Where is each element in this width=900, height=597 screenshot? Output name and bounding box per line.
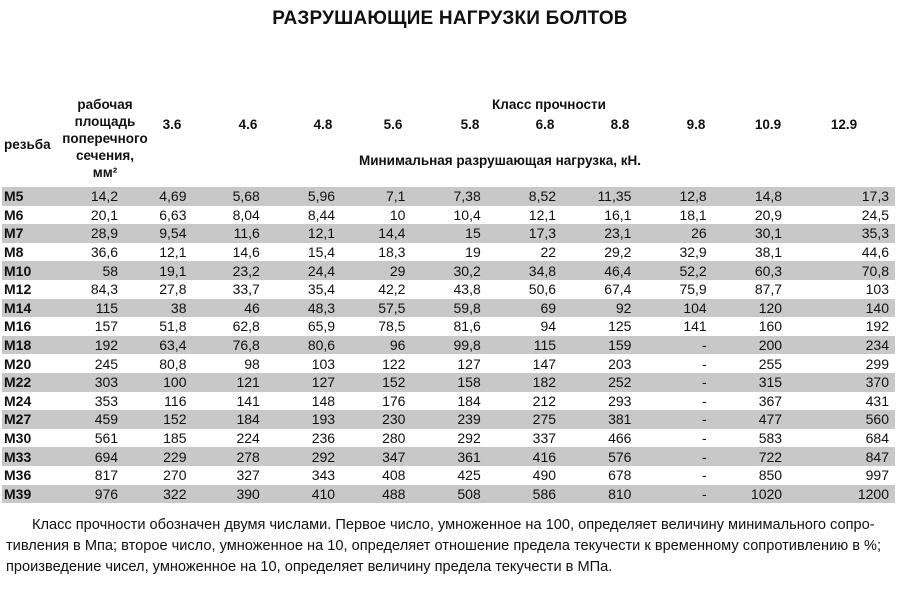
load-cell: 490 [532,467,557,484]
load-cell: 212 [532,392,557,409]
breaking-load-table [2,187,895,503]
load-cell: - [702,392,707,409]
load-cell: 192 [865,318,889,335]
load-cell: 26 [637,224,712,243]
load-cell: 42,2 [378,281,406,298]
load-cell: 508 [411,485,486,504]
load-cell: 361 [411,447,486,466]
page-title: РАЗРУШАЮЩИЕ НАГРУЗКИ БОЛТОВ [272,8,628,29]
load-cell: 23,2 [192,261,265,280]
load-cell: 50,6 [528,281,557,298]
load-cell: 293 [608,392,632,409]
load-cell: 327 [236,467,260,484]
load-cell: 12,1 [266,224,341,243]
load-cell: 847 [788,447,895,466]
load-cell: 466 [608,430,632,447]
load-cell: 38 [124,299,192,318]
load-cell: 103 [311,355,336,372]
load-cell: 200 [713,336,788,355]
load-cell: 18,3 [378,244,406,261]
load-cell: 152 [341,373,411,392]
load-cell: 7,1 [341,187,411,206]
load-cell: 115 [487,336,562,355]
load-cell: 182 [487,373,562,392]
load-cell: 98 [244,355,260,372]
table-row [2,243,895,262]
load-cell: - [637,336,712,355]
load-cell: 722 [713,447,788,466]
load-cell: 158 [411,373,486,392]
thread-size-cell: M22 [2,373,62,392]
load-cell: 127 [457,355,481,372]
thread-size-cell: M14 [2,299,62,318]
load-cell: 11,6 [192,224,265,243]
area-cell: 303 [62,373,125,392]
load-cell: 10,4 [453,206,481,223]
load-cell: - [637,373,712,392]
load-cell: 23,1 [562,224,637,243]
area-column-header [55,96,155,181]
load-cell: 477 [713,410,788,429]
table-row [2,354,895,373]
load-cell: 255 [758,355,783,372]
load-cell: 15,4 [307,244,336,261]
load-cell: 103 [865,281,889,298]
load-cell: 12,8 [637,187,712,206]
grade-header: 5.6 [383,117,403,132]
load-cell: 94 [540,318,557,335]
load-cell: 292 [266,447,341,466]
thread-column-header: резьба [4,137,51,152]
load-cell: 239 [411,410,486,429]
area-cell: 84,3 [90,281,119,298]
load-cell: 141 [236,392,260,409]
load-cell: 104 [637,299,712,318]
thread-size-cell: M7 [2,224,62,243]
load-cell: 87,7 [754,281,783,298]
footnote-line: тивления в Мпа; второе число, умноженное на 10, определяет отношение предела текучести к временному сопротивлению в %; [6,538,882,554]
load-cell: 75,9 [679,281,707,298]
load-cell: 44,6 [861,244,889,261]
table-row [2,261,895,280]
load-cell: 337 [532,430,557,447]
load-cell: 184 [457,392,481,409]
area-cell: 157 [94,318,119,335]
load-cell: 32,9 [679,244,707,261]
load-cell: 14,8 [713,187,788,206]
load-cell: 22 [540,244,557,261]
area-cell: 36,6 [90,244,119,261]
area-cell: 58 [62,261,125,280]
load-cell: 425 [457,467,481,484]
load-cell: 33,7 [232,281,260,298]
load-cell: 370 [788,373,895,392]
thread-size-cell: M5 [2,187,62,206]
load-cell: 160 [758,318,783,335]
load-cell: 147 [532,355,557,372]
load-cell: 51,8 [159,318,187,335]
load-cell: 1200 [788,485,895,504]
table-row [2,336,895,355]
thread-size-cell: M20 [4,355,32,372]
table-row [2,224,895,243]
load-cell: 322 [124,485,192,504]
area-cell: 192 [62,336,125,355]
load-cell: 60,3 [713,261,788,280]
load-cell: 203 [608,355,632,372]
table-row [2,392,895,411]
load-cell: 224 [236,430,260,447]
load-cell: 6,63 [159,206,187,223]
load-cell: - [637,447,712,466]
load-cell: 62,8 [232,318,260,335]
thread-size-cell: M10 [2,261,62,280]
area-cell: 561 [94,430,119,447]
load-cell: 270 [163,467,187,484]
load-cell: 431 [865,392,889,409]
thread-size-cell: M12 [4,281,32,298]
load-cell: 8,04 [232,206,260,223]
table-row [2,280,895,299]
area-header-line: сечения, [75,148,135,163]
load-cell: 18,1 [679,206,707,223]
load-cell: 586 [487,485,562,504]
load-cell: 76,8 [192,336,265,355]
load-cell: 24,5 [861,206,889,223]
area-cell: 245 [94,355,119,372]
thread-size-cell: M39 [2,485,62,504]
load-cell: 229 [124,447,192,466]
grade-header: 6.8 [535,117,555,132]
load-cell: 10 [389,206,406,223]
strength-class-header: Класс прочности [492,97,606,112]
table-row [2,317,895,336]
load-cell: 11,35 [562,187,637,206]
load-cell: 299 [865,355,889,372]
load-cell: 20,9 [754,206,783,223]
load-cell: 416 [487,447,562,466]
grade-header: 4.8 [313,117,333,132]
load-cell: - [702,355,707,372]
load-cell: 367 [758,392,783,409]
load-cell: 67,4 [604,281,632,298]
load-cell: 46,4 [562,261,637,280]
footnote [6,515,896,578]
load-cell: 27,8 [159,281,187,298]
thread-size-cell: M18 [2,336,62,355]
table-row [2,206,895,225]
load-cell: 5,96 [266,187,341,206]
load-cell: 34,8 [487,261,562,280]
table-row [2,373,895,392]
thread-size-cell: M6 [4,206,24,223]
load-cell: 29 [341,261,411,280]
load-cell: 347 [341,447,411,466]
area-cell: 817 [94,467,119,484]
load-cell: 15 [411,224,486,243]
load-cell: 252 [562,373,637,392]
area-cell: 28,9 [62,224,125,243]
load-cell: 122 [382,355,406,372]
load-cell: 19,1 [124,261,192,280]
load-cell: 684 [865,430,889,447]
load-cell: 4,69 [124,187,192,206]
load-cell: 9,54 [124,224,192,243]
load-cell: 81,6 [453,318,481,335]
load-cell: 57,5 [341,299,411,318]
load-cell: 408 [382,467,406,484]
area-cell: 353 [94,392,119,409]
load-cell: 70,8 [788,261,895,280]
area-cell: 976 [62,485,125,504]
table-row [2,187,895,206]
load-cell: 275 [487,410,562,429]
load-cell: 315 [713,373,788,392]
load-cell: 12,1 [159,244,187,261]
thread-size-cell: M36 [4,467,32,484]
load-cell: 99,8 [411,336,486,355]
load-cell: 80,8 [159,355,187,372]
load-cell: 48,3 [266,299,341,318]
load-cell: 30,1 [713,224,788,243]
load-cell: 78,5 [378,318,406,335]
grade-header: 10.9 [754,117,782,132]
load-cell: - [702,430,707,447]
load-cell: 17,3 [788,187,895,206]
table-row [2,466,895,485]
load-cell: 52,2 [637,261,712,280]
area-header-line: поперечного [62,131,148,146]
load-cell: 8,44 [307,206,336,223]
load-cell: 7,38 [411,187,486,206]
thread-size-cell: M33 [2,447,62,466]
grade-header: 9.8 [686,117,706,132]
load-cell: 1020 [713,485,788,504]
load-cell: 230 [341,410,411,429]
load-cell: 24,4 [266,261,341,280]
load-cell: 850 [758,467,783,484]
load-cell: 997 [865,467,889,484]
load-cell: 278 [192,447,265,466]
load-cell: 96 [341,336,411,355]
load-cell: 236 [311,430,336,447]
thread-size-cell: M8 [4,244,24,261]
load-cell: - [702,467,707,484]
load-cell: 152 [124,410,192,429]
load-cell: 185 [163,430,187,447]
load-cell: 141 [683,318,707,335]
grade-header: 3.6 [162,117,182,132]
load-cell: 35,4 [307,281,336,298]
min-load-header: Минимальная разрушающая нагрузка, кН. [358,153,642,168]
thread-size-cell: M30 [4,430,32,447]
load-cell: 63,4 [124,336,192,355]
load-cell: 30,2 [411,261,486,280]
load-cell: 8,52 [487,187,562,206]
load-cell: 234 [788,336,895,355]
load-cell: 125 [608,318,632,335]
load-cell: 14,4 [341,224,411,243]
thread-size-cell: M16 [4,318,32,335]
load-cell: 38,1 [754,244,783,261]
load-cell: 583 [758,430,783,447]
grade-header: 8.8 [610,117,630,132]
load-cell: 176 [382,392,406,409]
load-cell: 92 [562,299,637,318]
load-cell: 19 [465,244,481,261]
area-header-line: мм² [92,165,118,180]
area-cell: 115 [62,299,125,318]
load-cell: 488 [341,485,411,504]
area-header-line: рабочая [77,97,133,112]
grade-header: 12.9 [830,117,858,132]
load-cell: 16,1 [604,206,632,223]
load-cell: 5,68 [192,187,265,206]
table-row [2,485,895,504]
load-cell: 292 [457,430,481,447]
table-row [2,410,895,429]
load-cell: 381 [562,410,637,429]
load-cell: 193 [266,410,341,429]
footnote-line: произведение чисел, умноженное на 10, определяет величину предела текучести в МПа. [6,559,613,575]
area-cell: 459 [62,410,125,429]
load-cell: 12,1 [528,206,557,223]
load-cell: 116 [164,392,187,409]
load-cell: 343 [311,467,336,484]
load-cell: 127 [266,373,341,392]
table-row [2,299,895,318]
thread-size-cell: M27 [2,410,62,429]
load-cell: 59,8 [411,299,486,318]
load-cell: 46 [192,299,265,318]
grade-header: 4.6 [238,117,258,132]
load-cell: 390 [192,485,265,504]
load-cell: 120 [713,299,788,318]
load-cell: 121 [192,373,265,392]
load-cell: 29,2 [604,244,632,261]
area-header-line: площадь [74,114,136,129]
thread-size-cell: M24 [4,392,32,409]
load-cell: 80,6 [266,336,341,355]
load-cell: 17,3 [487,224,562,243]
load-cell: 184 [192,410,265,429]
load-cell: 35,3 [788,224,895,243]
load-cell: - [637,410,712,429]
load-cell: 576 [562,447,637,466]
load-cell: 810 [562,485,637,504]
load-cell: 140 [788,299,895,318]
load-cell: 560 [788,410,895,429]
load-cell: 69 [487,299,562,318]
area-cell: 14,2 [62,187,125,206]
load-cell: 100 [124,373,192,392]
load-cell: 159 [562,336,637,355]
load-cell: 65,9 [307,318,336,335]
area-cell: 20,1 [90,206,119,223]
load-cell: 43,8 [453,281,481,298]
table-row [2,429,895,448]
table-row [2,447,895,466]
load-cell: 148 [311,392,336,409]
load-cell: - [637,485,712,504]
load-cell: 678 [608,467,632,484]
load-cell: 14,6 [232,244,260,261]
load-cell: 280 [382,430,406,447]
grade-header: 5.8 [460,117,480,132]
load-cell: 410 [266,485,341,504]
footnote-line: Класс прочности обозначен двумя числами. Первое число, умноженное на 100, определяет величину минимального сопро- [32,517,875,533]
area-cell: 694 [62,447,125,466]
